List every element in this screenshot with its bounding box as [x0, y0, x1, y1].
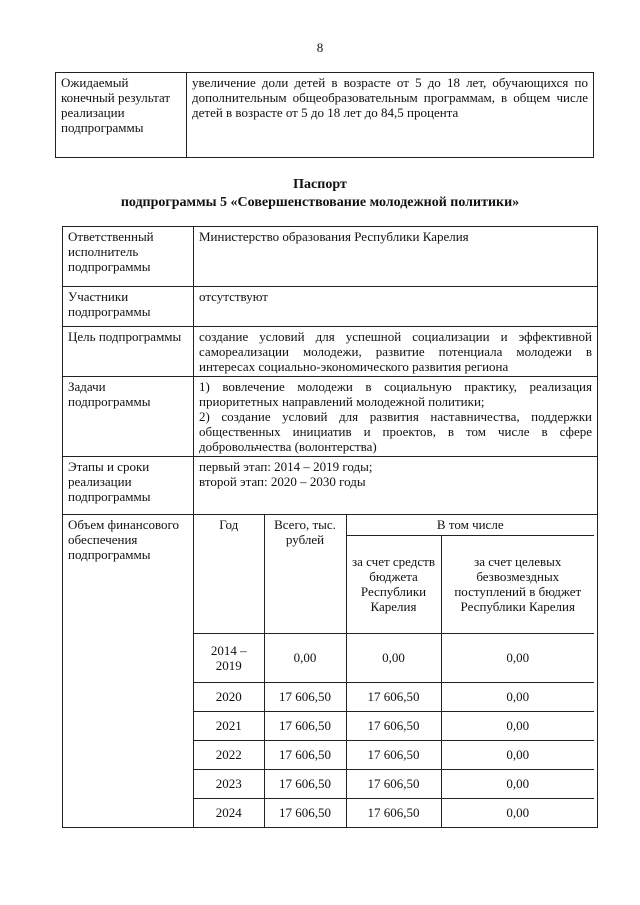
- goal-label: Цель подпрограммы: [63, 327, 194, 377]
- goal-value: создание условий для успешной социализации и эффективной самореализации молодежи, развитие потенциала молодежи в интересах социально-экономического развития региона: [194, 327, 598, 377]
- budget-cell: 17 606,50: [346, 740, 441, 769]
- expected-result-label: Ожидаемый конечный результат реализации подпрограммы: [56, 73, 187, 158]
- total-cell: 17 606,50: [264, 711, 346, 740]
- budget-cell: 0,00: [346, 633, 441, 682]
- col-header-including: В том числе: [346, 515, 594, 535]
- stages-value: [194, 457, 598, 515]
- total-cell: 0,00: [264, 633, 346, 682]
- stage-2: второй этап: 2020 – 2030 годы: [199, 474, 366, 489]
- total-cell: 17 606,50: [264, 682, 346, 711]
- subtitle: подпрограммы 5 «Совершенствование молодежной политики»: [120, 195, 520, 210]
- participants-label: Участники подпрограммы: [63, 287, 194, 327]
- col-header-total: Всего, тыс. рублей: [264, 515, 346, 633]
- budget-cell: 17 606,50: [346, 769, 441, 798]
- table-row: [63, 515, 598, 828]
- table-row: [194, 633, 594, 682]
- total-cell: 17 606,50: [264, 798, 346, 827]
- grants-cell: 0,00: [441, 633, 594, 682]
- table-row: [194, 515, 594, 535]
- tasks-value: [194, 377, 598, 457]
- table-row: [63, 227, 598, 287]
- budget-cell: 17 606,50: [346, 711, 441, 740]
- task-2: 2) создание условий для развития наставничества, поддержки общественных инициатив и проектов, в том числе в сфере добровольчества (волонтерства): [199, 409, 592, 454]
- table-row: [56, 73, 594, 158]
- table-row: [63, 457, 598, 515]
- responsible-value: Министерство образования Республики Карелия: [194, 227, 598, 287]
- participants-value: отсутствуют: [194, 287, 598, 327]
- total-cell: 17 606,50: [264, 769, 346, 798]
- year-cell: 2024: [194, 798, 264, 827]
- page-number: 8: [316, 40, 324, 55]
- table-row: [194, 682, 594, 711]
- budget-cell: 17 606,50: [346, 798, 441, 827]
- total-cell: 17 606,50: [264, 740, 346, 769]
- finance-table: [194, 515, 594, 827]
- budget-cell: 17 606,50: [346, 682, 441, 711]
- table-row: [63, 327, 598, 377]
- year-cell: 2022: [194, 740, 264, 769]
- table-row: [194, 798, 594, 827]
- table-row: [194, 769, 594, 798]
- year-cell: 2023: [194, 769, 264, 798]
- grants-cell: 0,00: [441, 682, 594, 711]
- grants-cell: 0,00: [441, 711, 594, 740]
- responsible-label: Ответственный исполнитель подпрограммы: [63, 227, 194, 287]
- expected-result-value: увеличение доли детей в возрасте от 5 до 18 лет, обучающихся по дополнительным общеобразовательным программам, в общем числе детей в возрасте от 5 до 18 лет до 84,5 процента: [187, 73, 594, 158]
- year-cell: 2014 – 2019: [194, 633, 264, 682]
- table-row: [194, 740, 594, 769]
- grants-cell: 0,00: [441, 769, 594, 798]
- tasks-label: Задачи подпрограммы: [63, 377, 194, 457]
- table-row: [63, 377, 598, 457]
- grants-cell: 0,00: [441, 798, 594, 827]
- table-row: [63, 287, 598, 327]
- task-1: 1) вовлечение молодежи в социальную практику, реализация приоритетных направлений молодежной политики;: [199, 379, 592, 409]
- page-title: Паспорт: [293, 177, 347, 192]
- passport-heading: [0, 176, 640, 212]
- expected-result-table: [55, 72, 594, 158]
- col-header-grants: за счет целевых безвозмездных поступлений в бюджет Республики Карелия: [441, 535, 594, 633]
- table-row: [194, 711, 594, 740]
- passport-table: [62, 226, 598, 828]
- year-cell: 2020: [194, 682, 264, 711]
- grants-cell: 0,00: [441, 740, 594, 769]
- col-header-budget: за счет средств бюджета Республики Карелия: [346, 535, 441, 633]
- finance-cell: [194, 515, 598, 828]
- year-cell: 2021: [194, 711, 264, 740]
- stage-1: первый этап: 2014 – 2019 годы;: [199, 459, 373, 474]
- col-header-year: Год: [194, 515, 264, 633]
- stages-label: Этапы и сроки реализации подпрограммы: [63, 457, 194, 515]
- finance-label: Объем финансового обеспечения подпрограммы: [63, 515, 194, 828]
